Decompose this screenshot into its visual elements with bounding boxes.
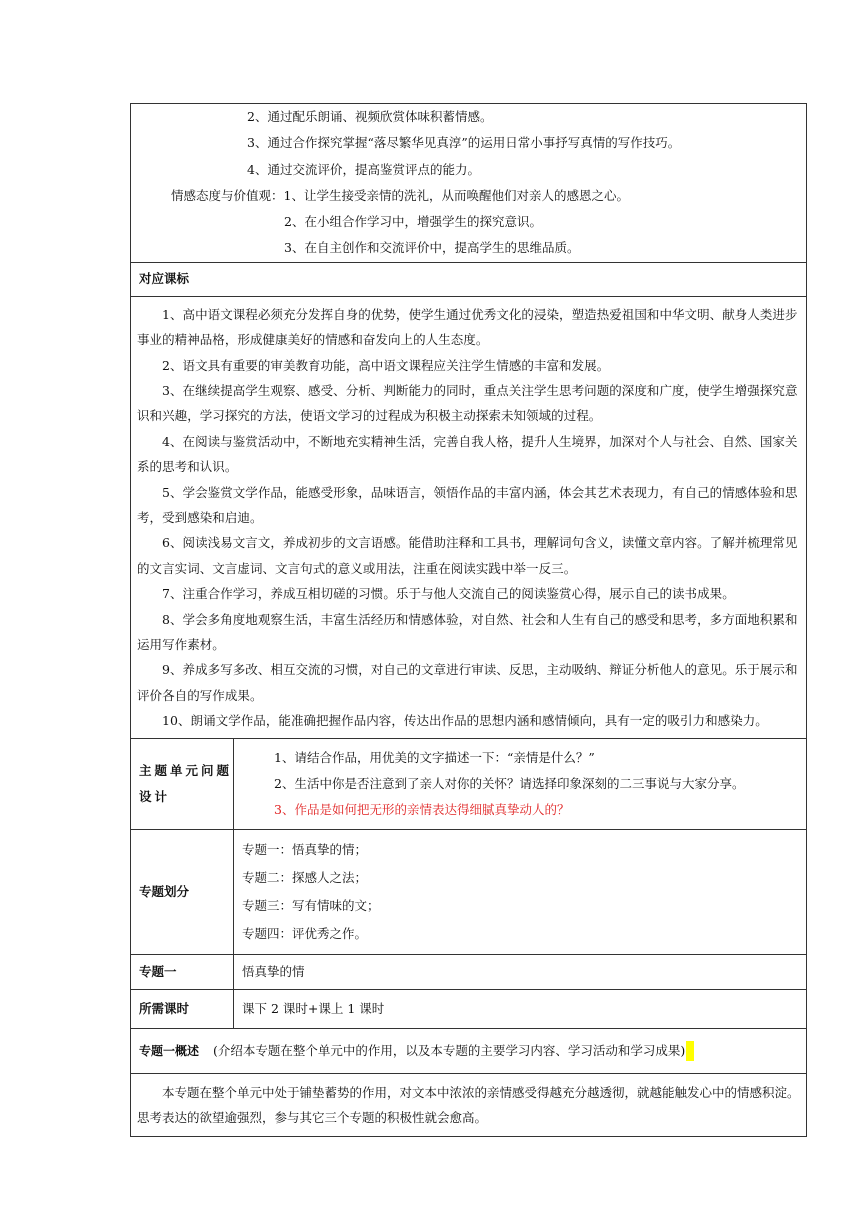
topic-one-label: 专题一 — [131, 954, 234, 989]
skill-goal-2: 2、通过配乐朗诵、视频欣赏体味积蓄情感。 — [247, 109, 493, 124]
hours-value: 课下 2 课时+课上 1 课时 — [234, 989, 807, 1028]
questions-label-line2: 设计 — [139, 788, 171, 804]
standard-item: 2、语文具有重要的审美教育功能，高中语文课程应关注学生情感的丰富和发展。 — [162, 357, 610, 373]
standards-cell — [131, 296, 807, 738]
topic-one-row — [131, 954, 807, 989]
question-item: 2、生活中你是否注意到了亲人对你的关怀？请选择印象深刻的二三事说与大家分享。 — [274, 775, 745, 791]
overview-body-row — [131, 1073, 807, 1136]
standard-item: 8、学会多角度地观察生活，丰富生活经历和情感体验，对自然、社会和人生有自己的感受和思考，多方面地积累和运用写作素材。 — [137, 611, 798, 653]
topic-item: 专题三：写有情味的文； — [242, 897, 380, 913]
standard-item: 3、在继续提高学生观察、感受、分析、判断能力的同时，重点关注学生思考问题的深度和广度，使学生增强探究意识和兴趣，学习探究的方法，使语文学习的过程成为积极主动探索未知领域的过程。 — [137, 383, 798, 424]
topics-label: 专题划分 — [131, 829, 234, 954]
standard-item: 6、阅读浅易文言文，养成初步的文言语感。能借助注释和工具书，理解词句含义，读懂文章内容。了解并梳理常见的文言实词、文言虚词、文言句式的意义或用法，注重在阅读实践中举一反三。 — [137, 535, 798, 576]
question-item: 1、请结合作品，用优美的文字描述一下：“亲情是什么？” — [274, 749, 595, 765]
overview-body-cell — [131, 1073, 807, 1136]
topic-one-value: 悟真挚的情 — [234, 954, 807, 989]
emotion-goal-2: 2、在小组合作学习中，增强学生的探究意识。 — [284, 214, 542, 230]
topic-item: 专题一：悟真挚的情； — [242, 841, 368, 857]
overview-body: 本专题在整个单元中处于铺垫蓄势的作用，对文本中浓浓的亲情感受得越充分越透彻，就越能触发心中的情感积淀。思考表达的欲望逾强烈，参与其它三个专题的积极性就会愈高。 — [137, 1084, 800, 1125]
topic-item: 专题二：探感人之法； — [242, 869, 368, 885]
questions-label — [131, 738, 234, 829]
emotion-goal-1: 情感态度与价值观：1、让学生接受亲情的洗礼，从而唤醒他们对亲人的感恩之心。 — [171, 187, 629, 203]
questions-label-line1: 主题单元问题 — [139, 762, 233, 778]
topics-cell — [234, 829, 807, 954]
standard-item: 10、朗诵文学作品，能准确把握作品内容，传达出作品的思想内涵和感情倾向，具有一定的吸引力和感染力。 — [162, 713, 768, 729]
question-item-highlighted: 3、作品是如何把无形的亲情表达得细腻真挚动人的？ — [274, 801, 570, 817]
standard-item: 9、养成多写多改、相互交流的习惯，对自己的文章进行审读、反思，主动吸纳、辩证分析他人的意见。乐于展示和评价各自的写作成果。 — [137, 662, 798, 703]
standards-heading-row — [131, 262, 807, 296]
overview-heading-row — [131, 1028, 807, 1073]
emotion-goal-3: 3、在自主创作和交流评价中，提高学生的思维品质。 — [284, 240, 580, 256]
standard-item: 4、在阅读与鉴赏活动中，不断地充实精神生活，完善自我人格，提升人生境界，加深对个人与社会、自然、国家关系的思考和认识。 — [137, 433, 798, 475]
standard-item: 1、高中语文课程必须充分发挥自身的优势，使学生通过优秀文化的浸染，塑造热爱祖国和中华文明、献身人类进步事业的精神品格，形成健康美好的情感和奋发向上的人生态度。 — [137, 306, 798, 348]
skill-goal-3: 3、通过合作探究掌握“落尽繁华见真淳”的运用日常小事抒写真情的写作技巧。 — [247, 135, 681, 151]
hours-label: 所需课时 — [131, 989, 234, 1028]
goals-row — [131, 104, 807, 263]
questions-row — [131, 738, 807, 829]
topic-item: 专题四：评优秀之作。 — [242, 925, 368, 941]
overview-heading-cell — [131, 1028, 807, 1073]
goals-cell — [131, 104, 807, 263]
skill-goal-4: 4、通过交流评价，提高鉴赏评点的能力。 — [247, 161, 480, 177]
standard-item: 7、注重合作学习，养成互相切磋的习惯。乐于与他人交流自己的阅读鉴赏心得，展示自己的读书成果。 — [162, 586, 735, 602]
standards-heading: 对应课标 — [131, 262, 807, 296]
topics-row — [131, 829, 807, 954]
standards-row — [131, 296, 807, 738]
overview-title: 专题一概述 — [139, 1043, 200, 1058]
overview-note: (介绍本专题在整个单元中的作用，以及本专题的主要学习内容、学习活动和学习成果) — [213, 1042, 686, 1058]
hours-row — [131, 989, 807, 1028]
questions-cell — [234, 738, 807, 829]
standard-item: 5、学会鉴赏文学作品，能感受形象，品味语言，领悟作品的丰富内涵，体会其艺术表现力，有自己的情感体验和思考，受到感染和启迪。 — [137, 484, 798, 526]
lesson-plan-table — [130, 103, 807, 1137]
highlight-marker — [686, 1041, 694, 1061]
